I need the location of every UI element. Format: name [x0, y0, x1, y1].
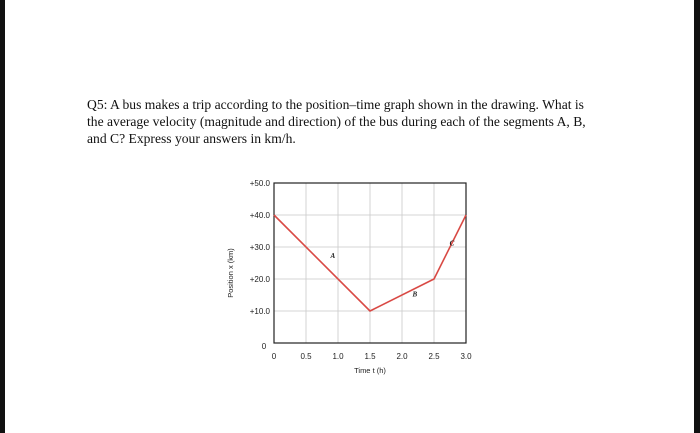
x-tick-label: 3.0 — [460, 352, 472, 361]
y-tick-label: 0 — [261, 342, 267, 351]
grid-lines — [274, 183, 466, 343]
y-axis-label: Position x (km) — [226, 248, 235, 298]
question-line-2: the average velocity (magnitude and direction) of the bus during each of the segments A, B, — [87, 114, 586, 129]
y-tick-label: +40.0 — [249, 211, 270, 220]
question-line-3: and C? Express your answers in km/h. — [87, 131, 296, 146]
y-tick-label: +30.0 — [249, 243, 270, 252]
segment-label-a: A — [330, 252, 336, 261]
x-tick-label: 0.5 — [300, 352, 312, 361]
y-tick-label: +10.0 — [249, 307, 270, 316]
x-tick-label: 2.0 — [396, 352, 408, 361]
x-axis-label: Time t (h) — [354, 366, 386, 375]
question-line-1: Q5: A bus makes a trip according to the position–time graph shown in the drawing. What is — [87, 97, 584, 112]
segment-label-c: C — [449, 239, 455, 248]
x-tick-label: 0 — [271, 352, 277, 361]
x-tick-label: 1.0 — [332, 352, 344, 361]
x-tick-label: 1.5 — [364, 352, 376, 361]
segment-label-b: B — [412, 290, 418, 299]
y-tick-label: +20.0 — [249, 275, 270, 284]
y-tick-label: +50.0 — [249, 179, 270, 188]
x-tick-label: 2.5 — [428, 352, 440, 361]
